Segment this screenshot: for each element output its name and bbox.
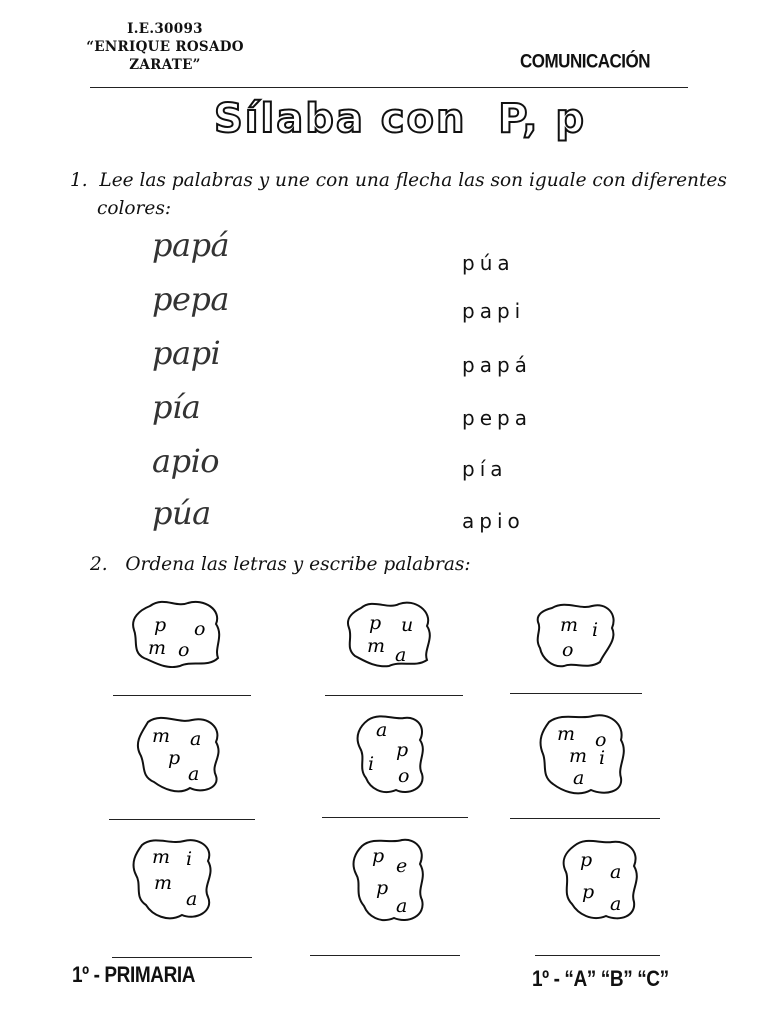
school-name-line: “ENRIQUE ROSADO bbox=[86, 39, 244, 55]
exercise-number: 2. bbox=[90, 554, 108, 575]
puzzle-letter: p bbox=[396, 739, 409, 761]
cursive-word: papá bbox=[152, 226, 230, 264]
letter-puzzle bbox=[530, 600, 626, 670]
answer-line bbox=[510, 818, 660, 819]
sections-label: 1º - “A” “B” “C” bbox=[532, 967, 669, 992]
puzzle-letter: a bbox=[376, 719, 388, 741]
instruction-text: Ordena las letras y escribe palabras: bbox=[125, 554, 471, 575]
puzzle-letter: m bbox=[154, 872, 173, 894]
puzzle-letter: a bbox=[610, 861, 622, 883]
instruction-text: Lee las palabras y une con una flecha las son iguale con diferentes bbox=[99, 170, 727, 191]
letter-puzzle bbox=[350, 836, 432, 926]
puzzle-letter: o bbox=[398, 765, 410, 787]
puzzle-letter: a bbox=[573, 767, 585, 789]
puzzle-letter: p bbox=[154, 614, 167, 636]
puzzle-letter: a bbox=[395, 644, 407, 666]
letter-puzzle bbox=[343, 598, 439, 668]
answer-line bbox=[310, 955, 460, 956]
puzzle-letter: m bbox=[557, 723, 576, 745]
puzzle-letter: m bbox=[560, 614, 579, 636]
puzzle-letter: i bbox=[599, 747, 606, 769]
puzzle-letter: o bbox=[178, 639, 190, 661]
letter-puzzle bbox=[535, 710, 631, 798]
school-code: I.E.30093 bbox=[127, 21, 203, 37]
letter-puzzle bbox=[130, 598, 226, 668]
puzzle-letter: p bbox=[168, 747, 181, 769]
puzzle-letter: i bbox=[186, 848, 193, 870]
cursive-word: apio bbox=[152, 442, 220, 480]
print-word: papá bbox=[462, 353, 532, 377]
exercise-2-instruction bbox=[90, 551, 471, 579]
cursive-word: pía bbox=[152, 388, 201, 426]
school-name bbox=[70, 20, 260, 74]
answer-line bbox=[113, 695, 251, 696]
puzzle-letter: u bbox=[401, 614, 414, 636]
puzzle-letter: a bbox=[188, 763, 200, 785]
exercise-number: 1. bbox=[70, 170, 88, 191]
letter-puzzle bbox=[128, 835, 224, 923]
puzzle-letter: o bbox=[562, 639, 574, 661]
cursive-word: papi bbox=[152, 334, 221, 372]
puzzle-letter: i bbox=[592, 619, 599, 641]
answer-line bbox=[325, 695, 463, 696]
instruction-text: colores: bbox=[97, 198, 172, 219]
exercise-1-instruction bbox=[70, 167, 730, 223]
puzzle-letter: p bbox=[369, 612, 382, 634]
puzzle-letter: a bbox=[186, 888, 198, 910]
puzzle-letter: e bbox=[396, 855, 408, 877]
subject-label: COMUNICACIÓN bbox=[520, 50, 650, 72]
print-word: púa bbox=[462, 251, 515, 275]
puzzle-letter: m bbox=[569, 745, 588, 767]
answer-line bbox=[112, 957, 252, 958]
puzzle-letter: m bbox=[148, 637, 167, 659]
school-name-line: ZARATE” bbox=[129, 57, 201, 73]
puzzle-letter: m bbox=[367, 635, 386, 657]
print-word: pepa bbox=[462, 406, 532, 430]
header-divider bbox=[90, 87, 688, 88]
letter-puzzle bbox=[132, 712, 228, 796]
cursive-word: pepa bbox=[152, 280, 229, 318]
puzzle-letter: m bbox=[152, 725, 171, 747]
puzzle-letter: p bbox=[582, 881, 595, 903]
puzzle-letter: m bbox=[152, 846, 171, 868]
puzzle-letter: a bbox=[396, 895, 408, 917]
letter-puzzle bbox=[352, 712, 432, 798]
print-word: papi bbox=[462, 299, 526, 323]
print-word: pía bbox=[462, 457, 508, 481]
answer-line bbox=[322, 817, 468, 818]
answer-line bbox=[510, 693, 642, 694]
puzzle-letter: o bbox=[595, 729, 607, 751]
answer-line bbox=[535, 955, 660, 956]
title-text: Sílaba con P, p bbox=[213, 96, 587, 142]
puzzle-letter: p bbox=[580, 849, 593, 871]
answer-line bbox=[109, 819, 255, 820]
worksheet-title bbox=[190, 92, 610, 142]
letter-puzzle bbox=[560, 836, 644, 924]
grade-label: 1º - PRIMARIA bbox=[72, 963, 196, 988]
puzzle-letter: i bbox=[368, 753, 375, 775]
puzzle-letter: a bbox=[610, 893, 622, 915]
puzzle-letter: p bbox=[376, 877, 389, 899]
puzzle-letter: a bbox=[190, 728, 202, 750]
cursive-word: púa bbox=[152, 494, 211, 532]
print-word: apio bbox=[462, 509, 525, 533]
puzzle-letter: o bbox=[194, 618, 206, 640]
puzzle-letter: p bbox=[372, 845, 385, 867]
